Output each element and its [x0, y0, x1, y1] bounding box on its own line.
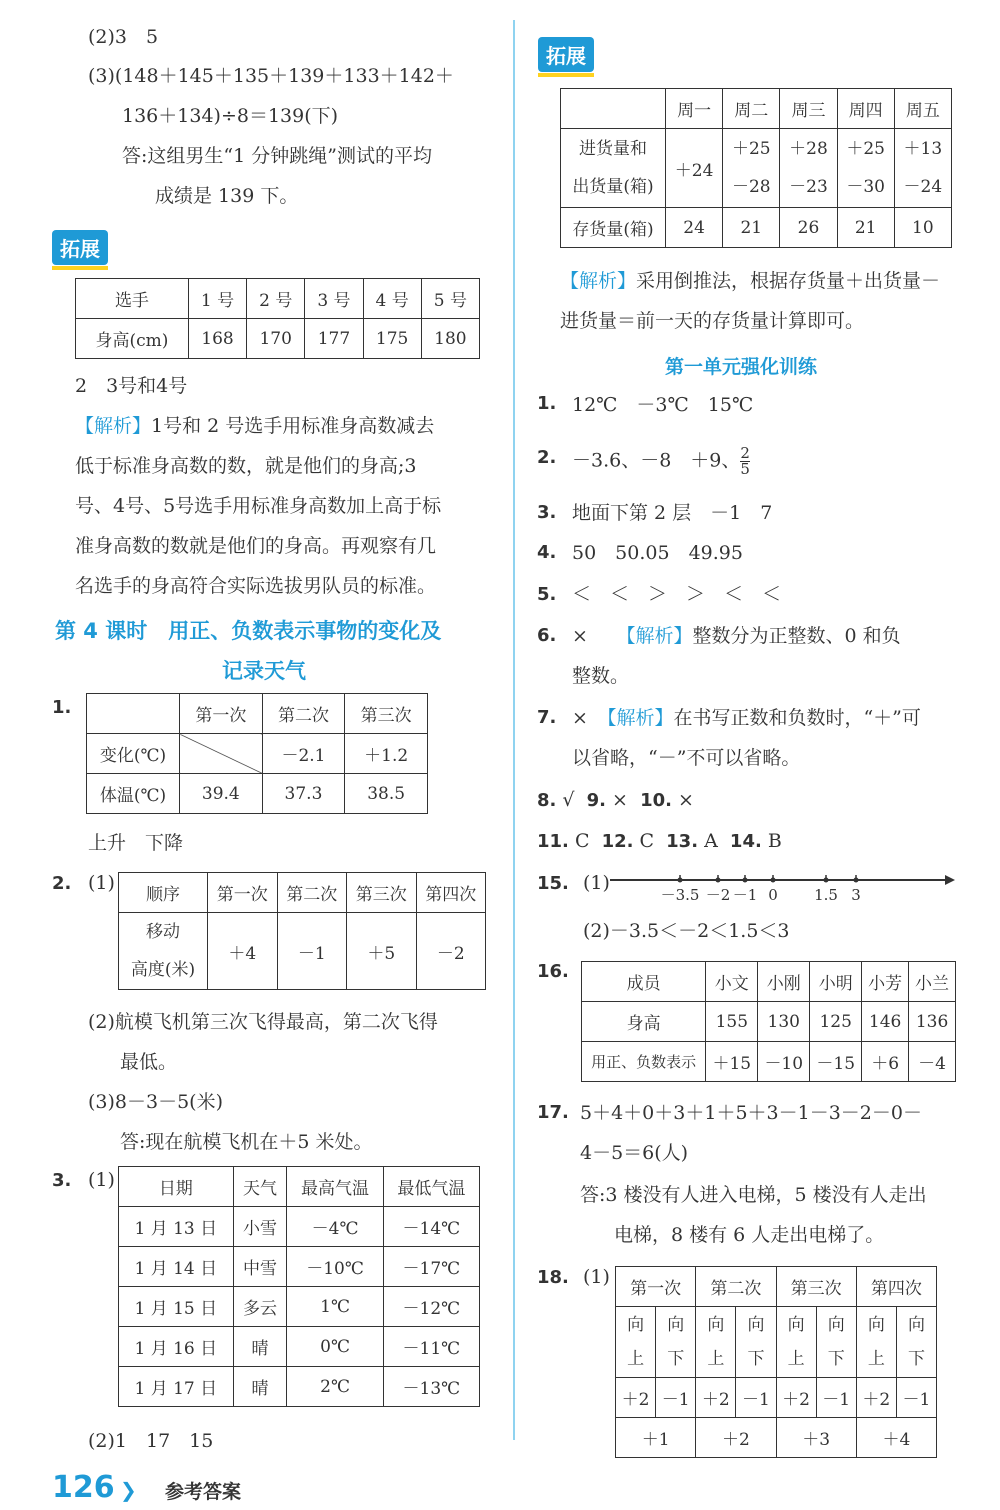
- table-header: 第四次: [416, 873, 486, 913]
- table-header: 日期: [119, 1167, 234, 1207]
- table-cell: 21: [837, 208, 894, 248]
- analysis-line: 整数。: [572, 665, 630, 687]
- fraction: [740, 446, 750, 477]
- table-cell: [896, 1307, 936, 1378]
- table-cell: 21: [723, 208, 780, 248]
- table-header: 1 号: [188, 279, 246, 319]
- table-cell: [561, 129, 666, 208]
- direction: 向: [707, 1315, 725, 1335]
- table-cell: 26: [780, 208, 837, 248]
- table-cell: [816, 1307, 856, 1378]
- weather-table: [118, 1166, 480, 1407]
- question-number: 5.: [537, 584, 557, 605]
- answer-line: (3)(148＋145＋135＋139＋133＋142＋: [88, 65, 454, 87]
- footer-label: 参考答案: [165, 1481, 242, 1503]
- table-cell: 晴: [233, 1367, 287, 1407]
- answer-line: [572, 623, 901, 649]
- table-cell: －14℃: [383, 1207, 479, 1247]
- table-cell: 身高(cm): [76, 319, 189, 359]
- table-cell: －1: [896, 1378, 936, 1418]
- denominator: 5: [740, 460, 750, 478]
- table-cell: －13℃: [383, 1367, 479, 1407]
- table-cell: [736, 1307, 776, 1378]
- table-cell: 1℃: [287, 1287, 383, 1327]
- table-cell: 1 月 16 日: [119, 1327, 234, 1367]
- analysis-line: [560, 268, 940, 294]
- table-cell: ＋2: [696, 1418, 776, 1458]
- table-cell: 180: [421, 319, 479, 359]
- table-header: 周一: [666, 89, 723, 129]
- table-cell: [696, 1307, 736, 1378]
- analysis-line: [75, 413, 434, 439]
- column-divider: [513, 20, 515, 1440]
- table-cell: 155: [706, 1002, 758, 1042]
- out-value: －24: [903, 177, 943, 197]
- number-line-label: 1.5: [814, 886, 838, 904]
- table-cell: 变化(℃): [87, 734, 180, 774]
- question-number: 13.: [666, 831, 699, 852]
- answer-choice: A: [704, 830, 718, 852]
- table-cell: [723, 129, 780, 208]
- number-line-label: －3.5: [660, 886, 700, 904]
- table-cell: 125: [810, 1002, 862, 1042]
- table-header: 第三次: [776, 1267, 856, 1307]
- answer-line: 2 3号和4号: [75, 375, 188, 397]
- table-header: 第二次: [262, 694, 345, 734]
- table-cell: [616, 1307, 656, 1378]
- answer-mark: ×: [572, 707, 588, 729]
- number-line-point: [678, 878, 683, 883]
- question-number: 3.: [537, 502, 557, 523]
- table-cell: 38.5: [345, 774, 428, 814]
- table-cell: 175: [363, 319, 421, 359]
- direction: 向: [827, 1315, 845, 1335]
- sub-question: (1): [88, 872, 115, 894]
- table-cell: 168: [188, 319, 246, 359]
- direction: 向: [907, 1315, 925, 1335]
- table-cell: 中雪: [233, 1247, 287, 1287]
- question-number: 18.: [537, 1267, 569, 1288]
- direction: 上: [707, 1349, 725, 1369]
- question-number: 2.: [537, 447, 557, 468]
- analysis-line: 名选手的身高符合实际选拔男队员的标准。: [75, 575, 437, 597]
- question-number: 16.: [537, 961, 569, 982]
- number-line-label: －1: [732, 886, 758, 904]
- table-header: 4 号: [363, 279, 421, 319]
- question-number: 1.: [52, 697, 72, 718]
- table-cell: [780, 129, 837, 208]
- table-cell: 晴: [233, 1327, 287, 1367]
- table-cell: ＋15: [706, 1042, 758, 1082]
- number-line-point: [716, 878, 721, 883]
- chevron-right-icon: ❯: [120, 1478, 137, 1502]
- table-cell: 1 月 13 日: [119, 1207, 234, 1247]
- question-number: 1.: [537, 393, 557, 414]
- answer-line: 答:这组男生“1 分钟跳绳”测试的平均: [122, 145, 432, 167]
- direction: 上: [627, 1349, 645, 1369]
- member-height-table: [581, 961, 956, 1082]
- number-line-point: [854, 878, 859, 883]
- answer-line: (2)3 5: [88, 26, 159, 48]
- table-header: 最低气温: [383, 1167, 479, 1207]
- table-header: 第二次: [696, 1267, 776, 1307]
- table-header: 5 号: [421, 279, 479, 319]
- table-cell: ＋4: [208, 913, 278, 990]
- answer-text: －3.6、－8 ＋9、: [572, 449, 741, 472]
- table-cell: －1: [656, 1378, 696, 1418]
- table-header: 第三次: [347, 873, 417, 913]
- table-cell: ＋1.2: [345, 734, 428, 774]
- table-cell: 多云: [233, 1287, 287, 1327]
- table-cell: 2℃: [287, 1367, 383, 1407]
- table-header: 第三次: [345, 694, 428, 734]
- answer-line: (2)1 17 15: [88, 1430, 214, 1452]
- question-number: 15.: [537, 873, 569, 894]
- table-header: 第一次: [208, 873, 278, 913]
- number-line-point: [771, 878, 776, 883]
- question-number: 12.: [601, 831, 634, 852]
- row-label: 进货量和: [579, 139, 647, 159]
- sub-question: (1): [583, 872, 610, 894]
- table-header: 小兰: [909, 962, 956, 1002]
- elevator-table: [615, 1266, 937, 1458]
- analysis-text: 在书写正数和负数时，“＋”可: [673, 707, 921, 729]
- analysis-text: 整数分为正整数、0 和负: [692, 625, 901, 647]
- out-value: －28: [731, 177, 771, 197]
- in-value: ＋25: [846, 139, 885, 159]
- question-number: 8.: [537, 790, 557, 811]
- table-header: 小文: [706, 962, 758, 1002]
- analysis-label: 【解析】: [625, 625, 693, 647]
- table-cell: －15: [810, 1042, 862, 1082]
- table-cell: ＋24: [666, 129, 723, 208]
- question-number: 7.: [537, 707, 557, 728]
- table-cell: －4℃: [287, 1207, 383, 1247]
- in-value: ＋25: [731, 139, 771, 159]
- table-cell: [776, 1307, 816, 1378]
- answer-line: 电梯，8 楼有 6 人走出电梯了。: [614, 1224, 885, 1246]
- direction: 下: [827, 1349, 845, 1369]
- question-number: 17.: [537, 1102, 569, 1123]
- table-header: 3 号: [305, 279, 363, 319]
- table-cell: [837, 129, 894, 208]
- number-line-label: 0: [768, 886, 778, 904]
- arrow-icon: [945, 875, 955, 885]
- answer-line: 成绩是 139 下。: [155, 185, 299, 207]
- table-cell: －1: [277, 913, 347, 990]
- table-cell: [856, 1307, 896, 1378]
- table-cell: 146: [862, 1002, 909, 1042]
- question-number: 11.: [537, 831, 569, 852]
- table-cell: 存货量(箱): [561, 208, 666, 248]
- table-header: 第一次: [616, 1267, 696, 1307]
- answer-line: 地面下第 2 层 －1 7: [572, 502, 773, 524]
- answer-line: 答:3 楼没有人进入电梯，5 楼没有人走出: [580, 1184, 927, 1206]
- answer-choice: B: [767, 830, 782, 852]
- table-cell: ＋3: [776, 1418, 856, 1458]
- table-cell: 37.3: [262, 774, 345, 814]
- table-cell: ＋5: [347, 913, 417, 990]
- extension-badge: 拓展: [52, 230, 108, 265]
- answer-line: 4－5＝6(人): [580, 1142, 689, 1164]
- table-cell: 24: [666, 208, 723, 248]
- answer-line: [572, 446, 750, 477]
- answer-mark: ×: [678, 789, 694, 811]
- analysis-label: 【解析】: [560, 270, 637, 292]
- question-number: 14.: [729, 831, 762, 852]
- answer-line: 50 50.05 49.95: [572, 542, 743, 564]
- answer-line: 5＋4＋0＋3＋1＋5＋3－1－3－2－0－: [580, 1102, 922, 1124]
- direction: 下: [747, 1349, 765, 1369]
- table-cell: 10: [894, 208, 951, 248]
- unit-title: 第一单元强化训练: [665, 356, 818, 378]
- table-cell: [894, 129, 951, 208]
- answer-line: (2)航模飞机第三次飞得最高，第二次飞得: [88, 1011, 438, 1033]
- direction: 下: [907, 1349, 925, 1369]
- table-header: 第二次: [277, 873, 347, 913]
- table-header: 小刚: [758, 962, 810, 1002]
- table-header: 第一次: [180, 694, 263, 734]
- answer-mark: √: [562, 789, 575, 811]
- analysis-text: 采用倒推法，根据存货量＋出货量－: [636, 270, 941, 292]
- table-cell: [656, 1307, 696, 1378]
- table-header: 小芳: [862, 962, 909, 1002]
- height-table: [75, 278, 480, 359]
- temperature-table: [86, 693, 428, 814]
- table-cell: 1 月 15 日: [119, 1287, 234, 1327]
- table-header: [87, 694, 180, 734]
- answer-line: ＜ ＜ ＞ ＞ ＜ ＜: [572, 583, 782, 605]
- table-cell: －10℃: [287, 1247, 383, 1287]
- question-number: 6.: [537, 625, 557, 646]
- table-cell: 130: [758, 1002, 810, 1042]
- table-cell: 39.4: [180, 774, 263, 814]
- table-cell: 0℃: [287, 1327, 383, 1367]
- row-label: 出货量(箱): [572, 177, 654, 197]
- direction: 下: [667, 1349, 685, 1369]
- table-cell: 1 月 14 日: [119, 1247, 234, 1287]
- table-cell: 177: [305, 319, 363, 359]
- table-header: 周三: [780, 89, 837, 129]
- direction: 向: [667, 1315, 685, 1335]
- analysis-line: 低于标准身高数的数，就是他们的身高;3: [75, 455, 417, 477]
- page-number: 126: [52, 1470, 115, 1505]
- answer-choice: C: [639, 830, 655, 852]
- table-header: 周四: [837, 89, 894, 129]
- answer-mark: ×: [572, 625, 588, 647]
- table-cell: 小雪: [233, 1207, 287, 1247]
- table-cell: ＋2: [616, 1378, 656, 1418]
- table-cell: 170: [247, 319, 305, 359]
- table-cell: －2.1: [262, 734, 345, 774]
- numerator: 2: [740, 444, 750, 462]
- analysis-text: 1号和 2 号选手用标准身高数减去: [151, 415, 435, 437]
- table-header: 周五: [894, 89, 951, 129]
- question-number: 2.: [52, 873, 72, 894]
- lesson-title-cont: 记录天气: [222, 659, 306, 683]
- sub-question: (1): [88, 1169, 115, 1191]
- table-cell-empty: [180, 734, 263, 774]
- direction: 上: [787, 1349, 805, 1369]
- table-header: 最高气温: [287, 1167, 383, 1207]
- table-header: 第四次: [856, 1267, 936, 1307]
- sub-question: (1): [583, 1266, 610, 1288]
- number-line-point: [743, 878, 748, 883]
- analysis-line: 准身高数的数就是他们的身高。再观察有几: [75, 535, 437, 557]
- direction: 向: [627, 1315, 645, 1335]
- direction: 上: [867, 1349, 885, 1369]
- table-header: 选手: [76, 279, 189, 319]
- table-cell: －1: [816, 1378, 856, 1418]
- table-cell: －17℃: [383, 1247, 479, 1287]
- table-cell: ＋1: [616, 1418, 696, 1458]
- out-value: －23: [789, 177, 828, 197]
- table-header: [561, 89, 666, 129]
- answer-line: [572, 705, 921, 731]
- answer-line: 上升 下降: [88, 832, 184, 854]
- table-cell: 1 月 17 日: [119, 1367, 234, 1407]
- table-cell: ＋2: [776, 1378, 816, 1418]
- table-cell: ＋6: [862, 1042, 909, 1082]
- inventory-table: [560, 88, 952, 248]
- row-label: 高度(米): [130, 960, 196, 980]
- number-line-label: 3: [851, 886, 861, 904]
- analysis-line: 以省略，“－”不可以省略。: [572, 747, 801, 769]
- table-cell: ＋4: [856, 1418, 936, 1458]
- answer-mark: ×: [612, 789, 628, 811]
- answer-line: 最低。: [120, 1051, 178, 1073]
- question-number: 9.: [586, 790, 606, 811]
- table-cell: －10: [758, 1042, 810, 1082]
- number-line-point: [824, 878, 829, 883]
- analysis-line: 号、4号、5号选手用标准身高数加上高于标: [75, 495, 442, 517]
- flight-table: [118, 872, 486, 990]
- table-header: 成员: [582, 962, 706, 1002]
- answer-line: (3)8－3－5(米): [88, 1091, 224, 1113]
- in-value: ＋13: [903, 139, 943, 159]
- table-cell: 身高: [582, 1002, 706, 1042]
- table-cell: 体温(℃): [87, 774, 180, 814]
- table-cell: ＋2: [856, 1378, 896, 1418]
- table-header: 周二: [723, 89, 780, 129]
- answer-line: [537, 787, 694, 814]
- out-value: －30: [846, 177, 885, 197]
- table-cell: ＋2: [696, 1378, 736, 1418]
- table-cell: 用正、负数表示: [582, 1042, 706, 1082]
- analysis-label: 【解析】: [606, 707, 674, 729]
- table-cell: 136: [909, 1002, 956, 1042]
- extension-badge: 拓展: [538, 37, 594, 72]
- table-cell: －4: [909, 1042, 956, 1082]
- question-number: 4.: [537, 542, 557, 563]
- direction: 向: [867, 1315, 885, 1335]
- answer-line: (2)－3.5＜－2＜1.5＜3: [583, 920, 790, 942]
- question-number: 10.: [640, 790, 672, 811]
- table-cell: －1: [736, 1378, 776, 1418]
- table-cell: －11℃: [383, 1327, 479, 1367]
- row-label: 移动: [146, 922, 180, 942]
- in-value: ＋28: [789, 139, 828, 159]
- number-line: [610, 868, 955, 908]
- answer-choice: C: [574, 830, 590, 852]
- analysis-line: 进货量＝前一天的存货量计算即可。: [560, 310, 865, 332]
- direction: 向: [747, 1315, 765, 1335]
- table-header: 顺序: [119, 873, 208, 913]
- number-line-label: －2: [705, 886, 731, 904]
- table-header: 2 号: [247, 279, 305, 319]
- question-number: 3.: [52, 1170, 72, 1191]
- table-header: 天气: [233, 1167, 287, 1207]
- answer-line: 答:现在航模飞机在＋5 米处。: [120, 1131, 373, 1153]
- analysis-label: 【解析】: [75, 415, 152, 437]
- table-cell: [119, 913, 208, 990]
- table-cell: －2: [416, 913, 486, 990]
- answer-line: 12℃ －3℃ 15℃: [572, 394, 754, 416]
- answer-line: [537, 828, 782, 855]
- lesson-title: 第 4 课时 用正、负数表示事物的变化及: [55, 619, 442, 643]
- table-header: 小明: [810, 962, 862, 1002]
- direction: 向: [787, 1315, 805, 1335]
- table-cell: －12℃: [383, 1287, 479, 1327]
- answer-line: 136＋134)÷8＝139(下): [122, 105, 339, 127]
